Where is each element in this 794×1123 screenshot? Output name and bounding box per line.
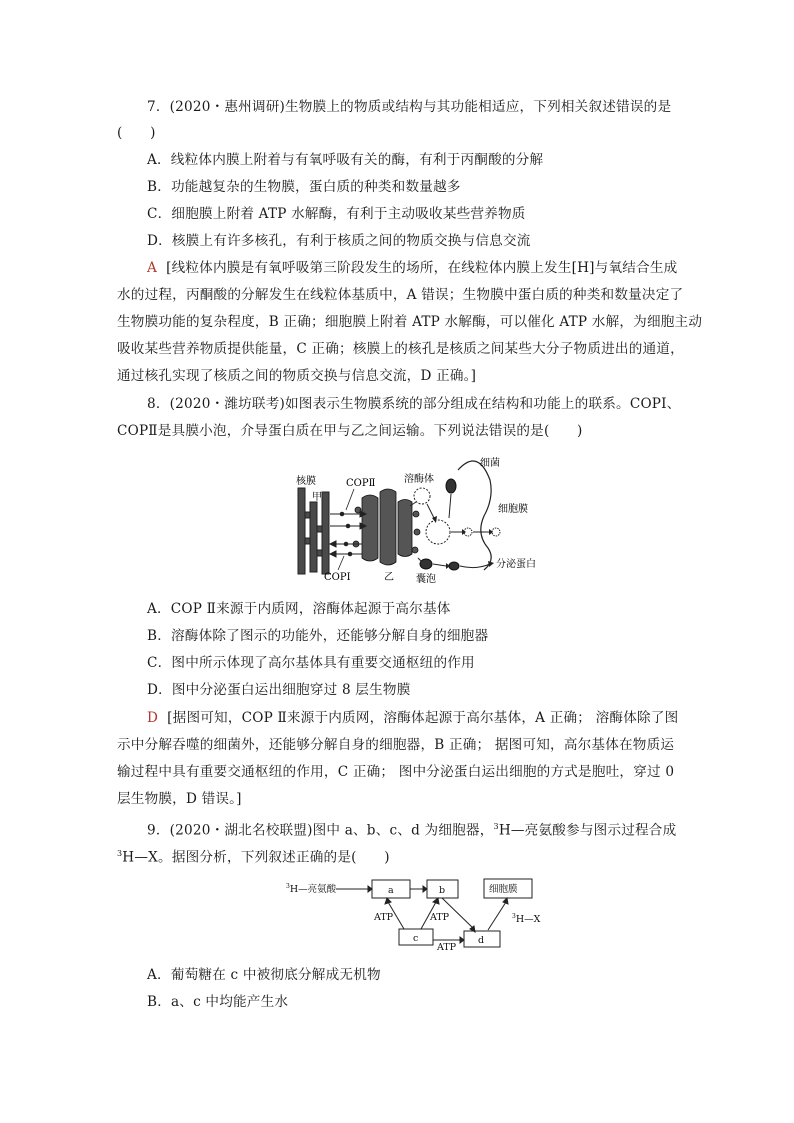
q8-explanation-line-3: 输过程中具有重要交通枢纽的作用，C 正确； 图中分泌蛋白运出细胞的方式是胞吐，穿过 0	[117, 764, 675, 780]
q8-explanation-line-1	[147, 709, 678, 727]
label-copii: COPⅡ	[346, 478, 376, 489]
label-copi: COPⅠ	[324, 572, 351, 583]
label-secreted-protein: 分泌蛋白	[496, 559, 536, 570]
q7-answer-letter: A	[147, 260, 158, 276]
atp-label-2: ATP	[430, 912, 450, 923]
q9-stem-post-2: H—X。据图分析，下列叙述正确的是( )	[122, 849, 390, 866]
q9-option-b: B．a、c 中均能产生水	[147, 994, 289, 1010]
q9-stem-post: H—亮氨酸参与图示过程合成	[498, 822, 677, 839]
atp-label-1: ATP	[374, 912, 394, 923]
organelle-flow-diagram	[284, 876, 541, 953]
q9-stem-line-1	[147, 818, 676, 840]
flow-input-label: $^3$H—亮氨酸	[286, 883, 337, 895]
q7-option-d: D．核膜上有许多核孔，有利于核质之间的物质交换与信息交流	[147, 233, 531, 249]
q8-option-c: C．图中所示体现了高尔基体具有重要交通枢纽的作用	[147, 655, 475, 671]
box-membrane-label: 细胞膜	[489, 884, 518, 895]
label-bacteria: 细菌	[480, 458, 500, 469]
q8-explanation-line-4: 层生物膜，D 错误。]	[117, 791, 242, 807]
q9-stem-pre: 9．(2020・湖北名校联盟)图中 a、b、c、d 为细胞器，	[147, 822, 494, 839]
label-cell-membrane: 细胞膜	[498, 504, 528, 515]
q9-stem-sup-1: 3	[493, 822, 499, 831]
q8-option-a: A．COP Ⅱ来源于内质网，溶酶体起源于高尔基体	[147, 601, 451, 617]
q8-stem-line-1: 8．(2020・潍坊联考)如图表示生物膜系统的部分组成在结构和功能上的联系。COPⅠ、	[147, 396, 681, 412]
label-lysosome: 溶酶体	[404, 474, 434, 485]
q8-option-d: D．图中分泌蛋白运出细胞穿过 8 层生物膜	[147, 682, 411, 698]
label-jia: 甲	[312, 492, 322, 503]
label-yi: 乙	[384, 572, 394, 583]
label-nuclear-membrane: 核膜	[296, 476, 316, 487]
label-vesicle: 囊泡	[416, 574, 436, 585]
q7-stem-line-1: 7．(2020・惠州调研)生物膜上的物质或结构与其功能相适应，下列相关叙述错误的是	[147, 99, 672, 115]
q7-explanation-text-1: [线粒体内膜是有氧呼吸第三阶段发生的场所，在线粒体内膜上发生[H]与氧结合生成	[166, 260, 678, 276]
membrane-system-diagram	[290, 452, 550, 586]
q9-option-a: A．葡萄糖在 c 中被彻底分解成无机物	[147, 967, 381, 983]
secretory-vesicle-shape	[420, 559, 432, 569]
q8-stem-line-2: COPⅡ是具膜小泡，介导蛋白质在甲与乙之间运输。下列说法错误的是( )	[117, 423, 583, 439]
q8-answer-letter: D	[147, 710, 159, 726]
digestion-vesicle-shape	[426, 520, 450, 544]
cell-membrane-curve	[458, 461, 491, 570]
q7-stem-line-2: ( )	[117, 125, 156, 141]
flow-output-label: $^3$H—X	[512, 913, 541, 925]
q7-option-c: C．细胞膜上附着 ATP 水解酶，有利于主动吸收某些营养物质	[147, 206, 526, 222]
box-d-label: d	[478, 935, 485, 946]
q7-explanation-line-5: 通过核孔实现了核质之间的物质交换与信息交流，D 正确。]	[117, 368, 477, 384]
bacterium-shape	[446, 479, 456, 493]
q9-stem-sup-2: 3	[117, 849, 123, 858]
box-a-label: a	[388, 885, 394, 896]
q7-option-b: B．功能越复杂的生物膜，蛋白质的种类和数量越多	[147, 179, 461, 195]
q8-option-b: B．溶酶体除了图示的功能外，还能够分解自身的细胞器	[147, 628, 489, 644]
q7-option-a: A．线粒体内膜上附着与有氧呼吸有关的酶，有利于丙酮酸的分解	[147, 152, 544, 168]
q8-explanation-text-1: [据图可知，COP Ⅱ来源于内质网，溶酶体起源于高尔基体，A 正确； 溶酶体除了图	[167, 710, 679, 726]
q8-explanation-line-2: 示中分解吞噬的细菌外，还能够分解自身的细胞器，B 正确； 据图可知，高尔基体在物质运	[117, 737, 675, 753]
box-c-label: c	[413, 933, 419, 944]
q7-explanation-line-1	[147, 259, 677, 277]
copii-arrows	[330, 511, 366, 529]
q7-explanation-line-4: 吸收某些营养物质提供能量，C 正确；核膜上的核孔是核质之间某些大分子物质进出的通道，	[117, 341, 684, 357]
q9-stem-line-2	[117, 845, 390, 867]
q7-explanation-line-3: 生物膜功能的复杂程度，B 正确；细胞膜上附着 ATP 水解酶，可以催化 ATP 水解，为细胞主动	[117, 314, 703, 330]
lysosome-shape	[414, 488, 430, 504]
box-b-label: b	[439, 885, 446, 896]
atp-label-3: ATP	[437, 942, 457, 953]
q7-explanation-line-2: 水的过程，丙酮酸的分解发生在线粒体基质中，A 错误；生物膜中蛋白质的种类和数量决定了	[117, 287, 684, 303]
